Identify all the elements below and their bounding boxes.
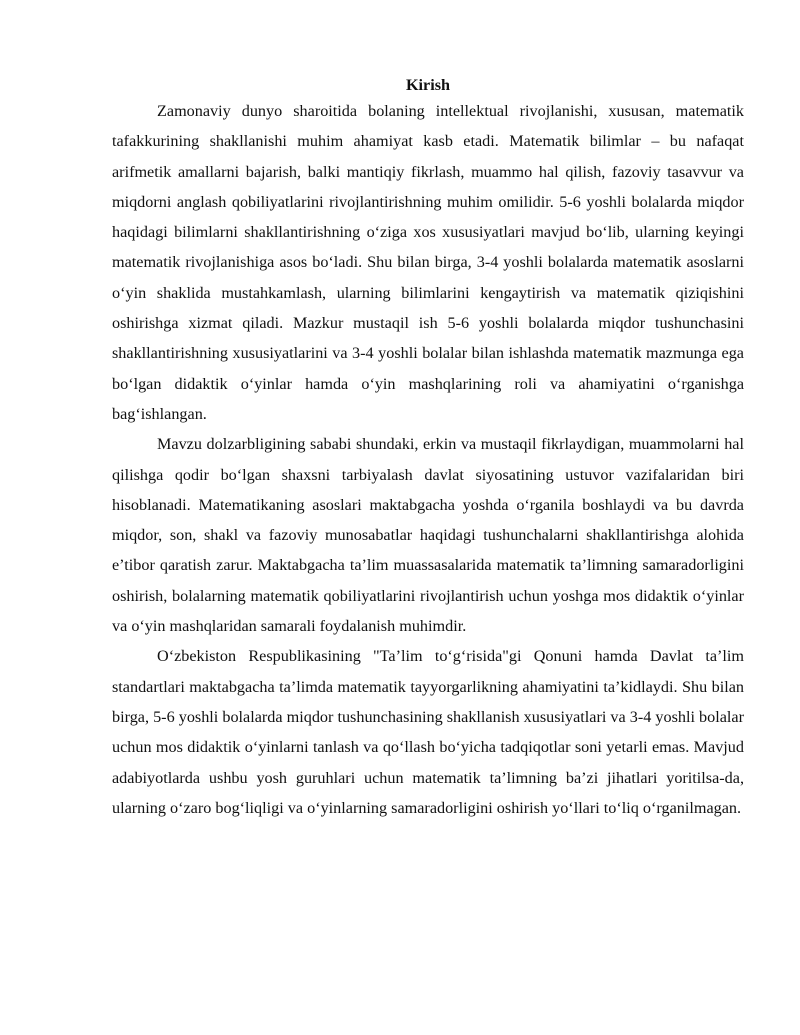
section-title: Kirish <box>405 76 451 94</box>
paragraph-relevance: Mavzu dolzarbligining sababi shundaki, erkin va mustaqil fikrlaydigan, muammolarni hal qilishga qodir bo‘lgan shaxsni tarbiyalash davlat siyosatining ustuvor vazifalaridan biri hisoblanadi. Matematikaning asoslari maktabgacha yoshda o‘rganila boshlaydi va bu davrda miqdor, son, shakl va fazoviy munosabatlar haqidagi tushunchalarni shakllantirishga alohida e’tibor qaratish zarur. Maktabgacha ta’lim muassasalarida matematik ta’limning samaradorligini oshirish, bolalarning matematik qobiliyatlarini rivojlantirish uchun yoshga mos didaktik o‘yinlar va o‘yin mashqlaridan samarali foydalanish muhimdir. <box>112 435 744 636</box>
paragraph-intro: Zamonaviy dunyo sharoitida bolaning intellektual rivojlanishi, xususan, matematik tafakkurining shakllanishi muhim ahamiyat kasb etadi. Matematik bilimlar – bu nafaqat arifmetik amallarni bajarish, balki mantiqiy fikrlash, muammo hal qilish, fazoviy tasavvur va miqdorni anglash qobiliyatlarini rivojlantirishning muhim omilidir. 5-6 yoshli bolalarda miqdor haqidagi bilimlarni shakllantirishning o‘ziga xos xususiyatlari mavjud bo‘lib, ularning keyingi matematik rivojlanishiga asos bo‘ladi. Shu bilan birga, 3-4 yoshli bolalarda matematik asoslarni o‘yin shaklida mustahkamlash, ularning bilimlarini kengaytirish va matematik qiziqishini oshirishga xizmat qiladi. Mazkur mustaqil ish 5-6 yoshli bolalarda miqdor tushunchasini shakllantirishning xususiyatlarini va 3-4 yoshli bolalar bilan ishlashda matematik mazmunga ega bo‘lgan didaktik o‘yinlar hamda o‘yin mashqlarining roli va ahamiyatini o‘rganishga bag‘ishlangan. <box>112 102 744 423</box>
document-body <box>112 74 744 823</box>
paragraph-legal-basis: O‘zbekiston Respublikasining "Ta’lim to‘g‘risida"gi Qonuni hamda Davlat ta’lim standartlari maktabgacha ta’limda matematik tayyorgarlikning ahamiyatini ta’kidlaydi. Shu bilan birga, 5-6 yoshli bolalarda miqdor tushunchasining shakllanish xususiyatlari va 3-4 yoshli bolalar uchun mos didaktik o‘yinlarni tanlash va qo‘llash bo‘yicha tadqiqotlar soni yetarli emas. Mavjud adabiyotlarda ushbu yosh guruhlari uchun matematik ta’limning ba’zi jihatlari yoritilsa-da, ularning o‘zaro bog‘liqligi va o‘yinlarning samaradorligini oshirish yo‘llari to‘liq o‘rganilmagan. <box>112 647 744 817</box>
